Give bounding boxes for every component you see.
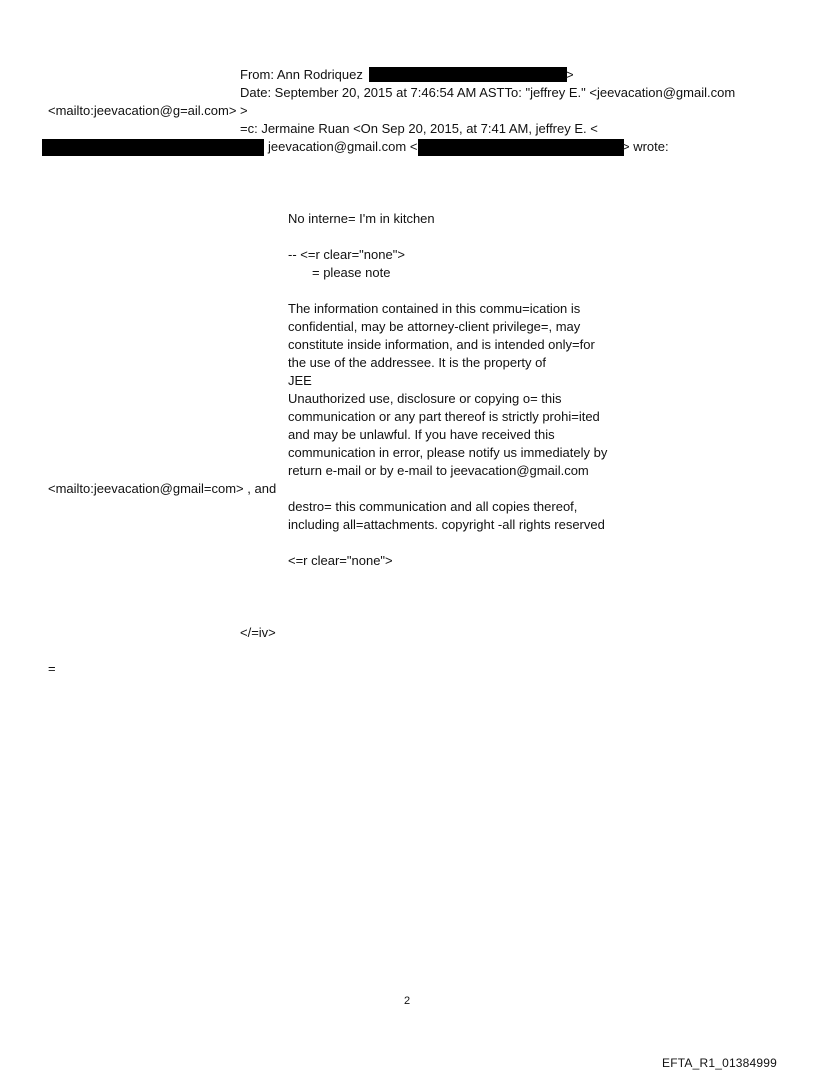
disclaimer-line: The information contained in this commu=ication is xyxy=(288,301,581,316)
mailto-and-line: <mailto:jeevacation@gmail=com> , and xyxy=(48,481,277,496)
disclaimer-line: JEE xyxy=(288,373,312,388)
disclaimer-line: constitute inside information, and is intended only=for xyxy=(288,337,595,352)
body-line: = please note xyxy=(312,265,391,280)
date-line: Date: September 20, 2015 at 7:46:54 AM ASTTo: "jeffrey E." <jeevacation@gmail.com xyxy=(240,85,736,100)
page-number: 2 xyxy=(404,995,411,1007)
disclaimer-line: return e-mail or by e-mail to jeevacation@gmail.com xyxy=(288,463,589,478)
from-line: From: Ann Rodriquez xyxy=(240,67,363,82)
cc-line: =c: Jermaine Ruan <On Sep 20, 2015, at 7:41 AM, jeffrey E. < xyxy=(240,121,598,136)
disclaimer-line: communication in error, please notify us immediately by xyxy=(288,445,608,460)
disclaimer-line: the use of the addressee. It is the property of xyxy=(288,355,546,370)
from-line-tail: > xyxy=(566,67,574,82)
equals-line: = xyxy=(48,661,56,676)
disclaimer-line: and may be unlawful. If you have received this xyxy=(288,427,555,442)
mailto-line: <mailto:jeevacation@g=ail.com> > xyxy=(48,103,248,118)
disclaimer-line: Unauthorized use, disclosure or copying o= this xyxy=(288,391,562,406)
disclaimer-line: communication or any part thereof is strictly prohi=ited xyxy=(288,409,600,424)
body-line: No interne= I'm in kitchen xyxy=(288,211,435,226)
email-address: jeevacation@gmail.com < xyxy=(268,139,418,154)
redaction-bar xyxy=(369,67,567,82)
disclaimer-line: confidential, may be attorney-client privilege=, may xyxy=(288,319,581,334)
br-tag-line: <=r clear="none"> xyxy=(288,553,393,568)
close-div-line: </=iv> xyxy=(240,625,276,640)
destroy-line: including all=attachments. copyright -all rights reserved xyxy=(288,517,605,532)
redaction-bar xyxy=(418,139,624,156)
redaction-bar xyxy=(42,139,264,156)
wrote-text: > wrote: xyxy=(622,139,669,154)
body-line: -- <=r clear="none"> xyxy=(288,247,405,262)
destroy-line: destro= this communication and all copies thereof, xyxy=(288,499,578,514)
document-id: EFTA_R1_01384999 xyxy=(662,1056,778,1070)
